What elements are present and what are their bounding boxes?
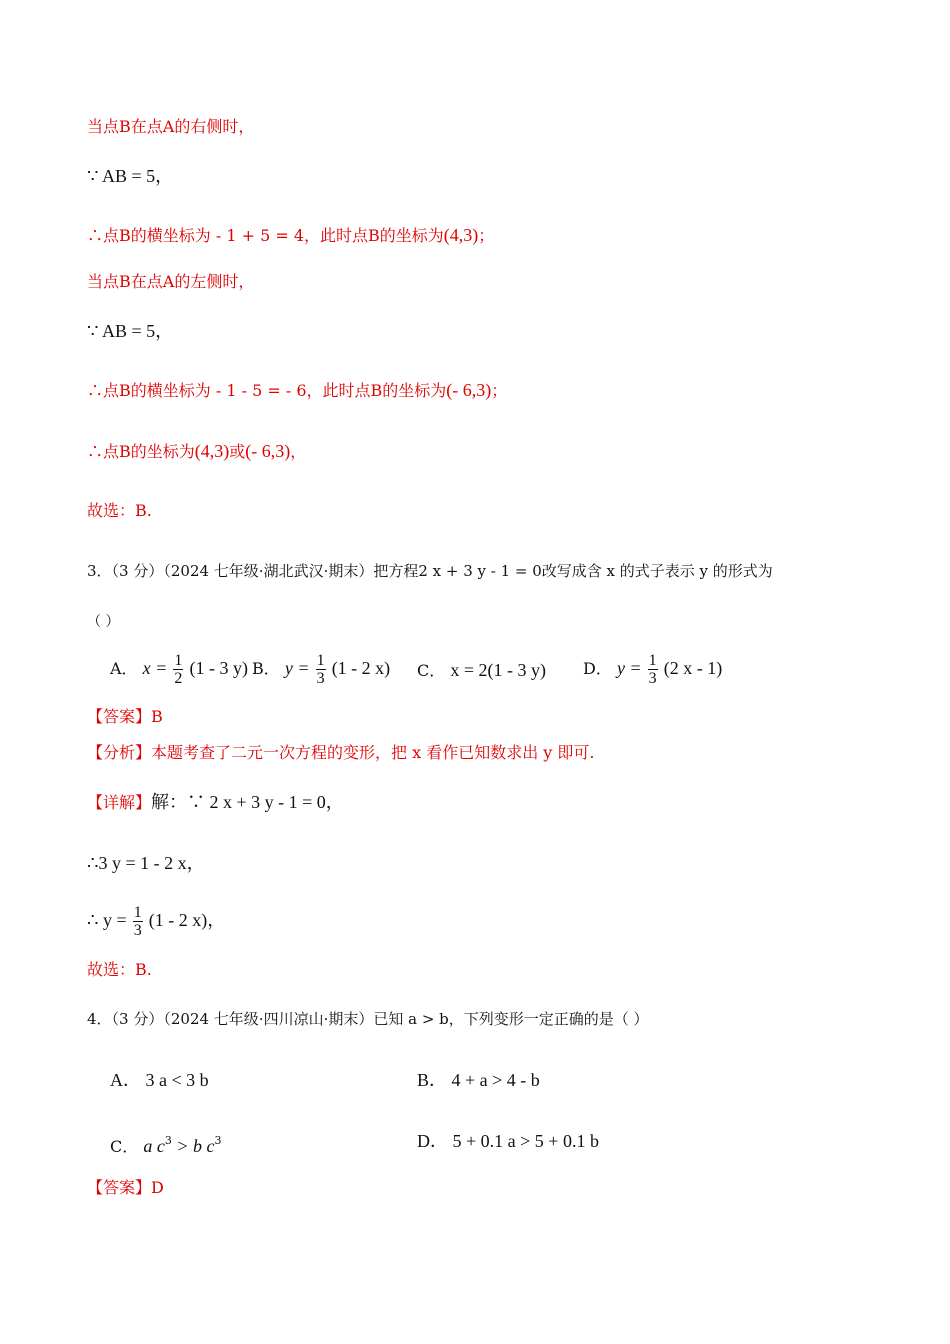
q3-blank: （ ） <box>87 614 120 630</box>
solution-line-4: 当点B在点A的左侧时， <box>87 272 255 291</box>
q3-detail-1: 【详解】解：∵ 2 x + 3 y - 1 = 0， <box>87 792 344 812</box>
q3-stem: 3．（3 分）（2024 七年级·湖北武汉·期末）把方程2 x + 3 y - 1 = 0改写成含 x 的式子表示 y 的形式为 <box>87 562 773 580</box>
q4-stem: 4．（3 分）（2024 七年级·四川凉山·期末）已知 a > b，下列变形一定正确的是（ ） <box>87 1010 649 1028</box>
q4-answer: 【答案】D <box>87 1178 164 1197</box>
q3-option-c: C． x = 2(1 - 3 y) <box>417 660 546 680</box>
q3-choice: 故选：B. <box>87 960 152 979</box>
solution-line-5: ∵ AB = 5， <box>87 321 174 341</box>
solution-line-3: ∴点B的横坐标为 - 1 + 5 = 4，此时点B的坐标为(4,3)； <box>87 225 495 245</box>
q3-option-b: B． y = $\frac{1}{3}$ (1 - 2 x) <box>252 652 391 687</box>
solution-line-1: 当点B在点A的右侧时， <box>87 117 255 136</box>
q3-answer: 【答案】B <box>87 707 163 726</box>
q4-option-a: A． 3 a < 3 b <box>110 1070 209 1090</box>
q4-option-c: C． a $c^3 > b$ $c^3$ <box>110 1134 222 1156</box>
q3-detail-3: ∴ y = $\frac{1}{3}$ (1 - 2 x)， <box>87 904 226 939</box>
solution-line-6: ∴点B的横坐标为 - 1 - 5 = - 6，此时点B的坐标为(- 6,3)； <box>87 380 508 400</box>
q3-option-a: A． x = $\frac{1}{2}$ (1 - 3 y) <box>110 652 248 687</box>
q4-option-b: B． 4 + a > 4 - b <box>417 1070 540 1090</box>
solution-line-2: ∵ AB = 5， <box>87 166 174 186</box>
solution-choice: 故选：B. <box>87 501 152 520</box>
q3-analysis: 【分析】本题考查了二元一次方程的变形，把 x 看作已知数求出 y 即可. <box>87 743 595 762</box>
q4-option-d: D． 5 + 0.1 a > 5 + 0.1 b <box>417 1131 599 1151</box>
q3-option-d: D． y = $\frac{1}{3}$ (2 x - 1) <box>583 652 723 687</box>
q3-detail-2: ∴3 y = 1 - 2 x， <box>87 853 205 873</box>
solution-line-7: ∴点B的坐标为(4,3)或(- 6,3)， <box>87 441 307 461</box>
